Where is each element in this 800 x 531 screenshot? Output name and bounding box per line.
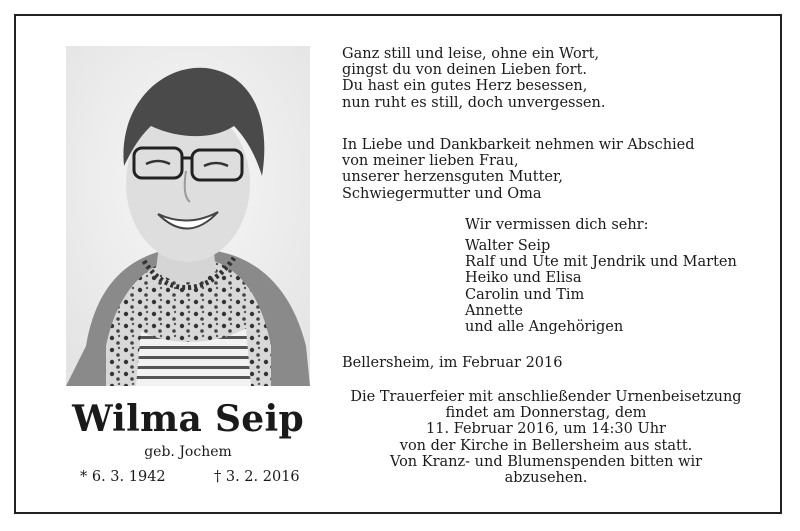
- portrait-photo: [66, 46, 310, 386]
- miss-line: Wir vermissen dich sehr:: [465, 217, 649, 233]
- family-member: Annette: [465, 302, 523, 319]
- maiden-name: geb. Jochem: [144, 444, 232, 460]
- deceased-name: Wilma Seip: [72, 398, 304, 440]
- poem-line: Ganz still und leise, ohne ein Wort,: [342, 46, 600, 62]
- poem-line: nun ruht es still, doch unvergessen.: [342, 94, 606, 111]
- funeral-line: von der Kirche in Bellersheim aus statt.: [399, 437, 693, 454]
- birth-date: * 6. 3. 1942: [80, 469, 166, 485]
- family-member: Carolin und Tim: [465, 286, 585, 303]
- funeral-info: [342, 389, 750, 486]
- funeral-line: abzusehen.: [504, 470, 588, 487]
- death-date: † 3. 2. 2016: [214, 469, 300, 485]
- intro-line: von meiner lieben Frau,: [342, 153, 519, 170]
- funeral-line: findet am Donnerstag, dem: [445, 405, 647, 422]
- intro-line: unserer herzensguten Mutter,: [342, 169, 563, 186]
- funeral-line: Die Trauerfeier mit anschließender Urnenbeisetzung: [350, 389, 742, 405]
- farewell-intro: [342, 137, 695, 202]
- family-member: Walter Seip: [465, 238, 551, 254]
- intro-line: In Liebe und Dankbarkeit nehmen wir Abschied: [342, 137, 695, 153]
- poem: [342, 46, 605, 111]
- intro-line: Schwiegermutter und Oma: [342, 185, 542, 202]
- place-date: Bellersheim, im Februar 2016: [342, 355, 563, 371]
- funeral-line: Von Kranz- und Blumenspenden bitten wir: [389, 453, 703, 470]
- poem-line: Du hast ein gutes Herz besessen,: [342, 78, 588, 95]
- poem-line: gingst du von deinen Lieben fort.: [342, 62, 588, 79]
- family-member: und alle Angehörigen: [465, 319, 624, 336]
- funeral-line: 11. Februar 2016, um 14:30 Uhr: [426, 421, 666, 438]
- family-member: Heiko und Elisa: [465, 270, 582, 287]
- family-list: [465, 238, 737, 335]
- family-member: Ralf und Ute mit Jendrik und Marten: [465, 254, 737, 271]
